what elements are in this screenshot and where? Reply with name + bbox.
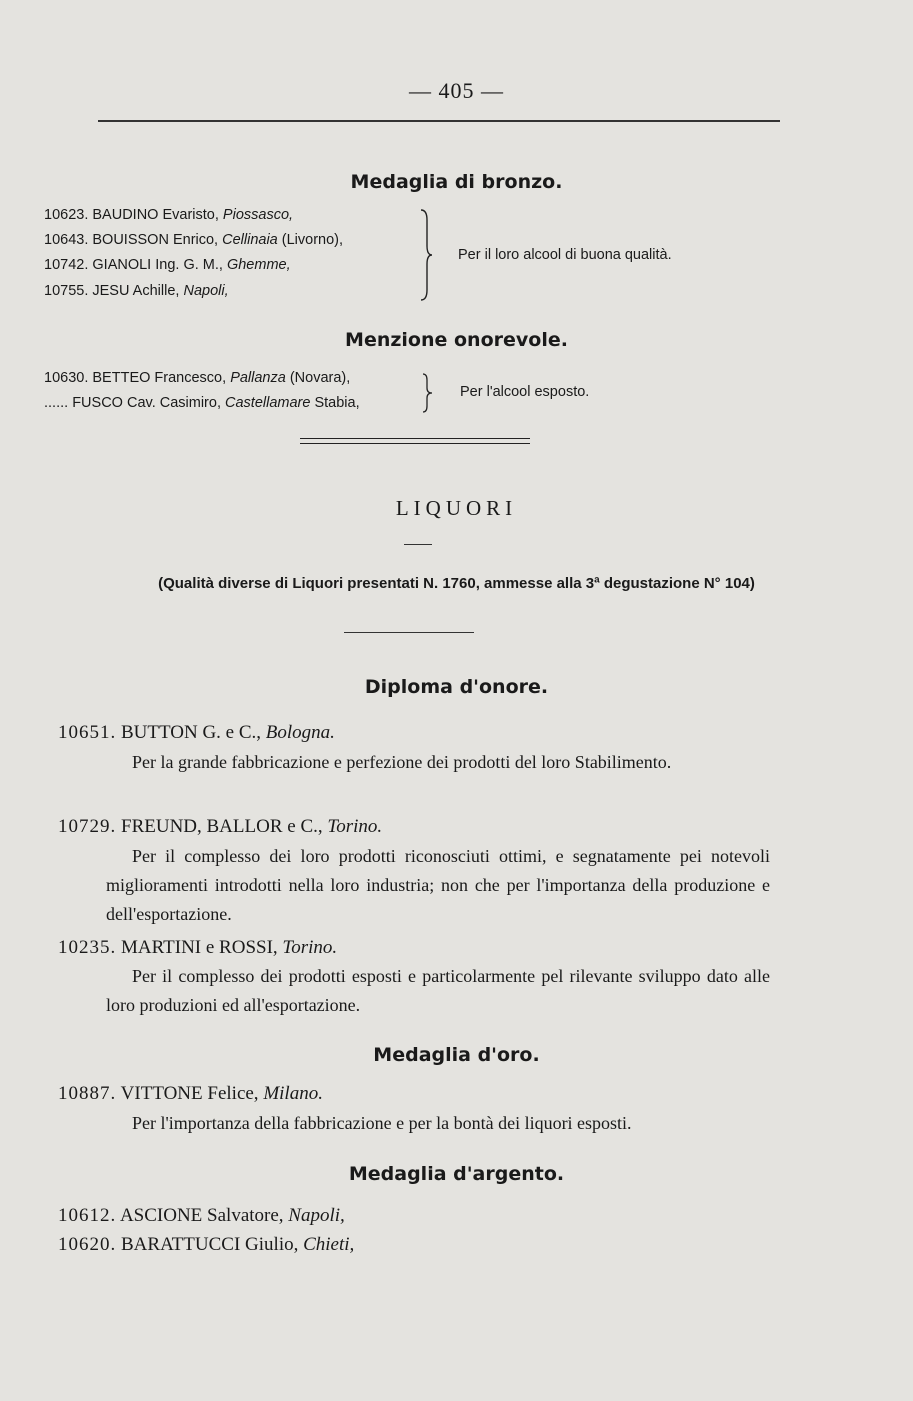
entry-number: 10623. (44, 207, 89, 223)
entry-place: Piossasco, (222, 207, 294, 223)
entry-name: ASCIONE Salvatore, (119, 1205, 284, 1226)
award-entry (58, 722, 335, 744)
entry-name: BAUDINO Evaristo, (92, 207, 219, 223)
entry-number: 10651. (58, 722, 117, 743)
entry-place: Chieti, (303, 1234, 355, 1255)
entry-number: 10612. (58, 1205, 117, 1226)
entry-name: JESU Achille, (92, 283, 180, 299)
entry-number: 10620. (58, 1234, 117, 1255)
bronze-entry (44, 232, 343, 248)
entry-place: Castellamare (225, 395, 311, 411)
entry-number: 10887. (58, 1083, 117, 1104)
right-brace-icon (420, 372, 434, 414)
entry-extra: (Livorno), (281, 232, 344, 248)
entry-number: 10729. (58, 816, 117, 837)
entry-place: Napoli, (288, 1205, 345, 1226)
entry-name: BUTTON G. e C., (121, 722, 262, 743)
award-entry (58, 816, 382, 838)
bronze-note: Per il loro alcool di buona qualità. (458, 247, 672, 263)
short-rule (404, 544, 432, 545)
entry-number: 10235. (58, 937, 117, 958)
entry-number: 10630. (44, 370, 89, 386)
short-rule (344, 632, 474, 633)
award-entry (58, 1083, 323, 1105)
entry-number: ...... (44, 395, 69, 411)
award-entry (58, 937, 337, 959)
entry-name: GIANOLI Ing. G. M., (92, 257, 223, 273)
menzione-entry (44, 370, 350, 386)
entry-name: BETTEO Francesco, (92, 370, 227, 386)
entry-name: BOUISSON Enrico, (92, 232, 219, 248)
entry-place: Torino. (282, 937, 338, 958)
entry-description: Per l'importanza della fabbricazione e per la bontà dei liquori esposti. (132, 1113, 632, 1133)
award-entry (58, 1205, 345, 1227)
entry-place: Torino. (327, 816, 383, 837)
section-title-oro: Medaglia d'oro. (373, 1044, 540, 1066)
entry-number: 10742. (44, 257, 89, 273)
category-summary: (Qualità diverse di Liquori presentati N. 1760, ammesse alla 3ª degustazione N° 104) (158, 575, 755, 592)
bronze-entry (44, 283, 229, 299)
double-rule (300, 438, 530, 444)
entry-place: Cellinaia (222, 232, 278, 248)
entry-name: FUSCO Cav. Casimiro, (72, 395, 221, 411)
entry-extra: (Novara), (289, 370, 351, 386)
bronze-entry (44, 257, 291, 273)
menzione-note: Per l'alcool esposto. (460, 384, 590, 400)
section-title-bronze: Medaglia di bronzo. (350, 171, 563, 193)
section-title-diploma: Diploma d'onore. (364, 676, 549, 698)
page-number: — 405 — (409, 78, 504, 103)
entry-place: Milano. (263, 1083, 323, 1104)
section-title-menzione: Menzione onorevole. (345, 329, 568, 351)
entry-extra: Stabia, (314, 395, 360, 411)
entry-place: Pallanza (230, 370, 286, 386)
award-entry (58, 1234, 354, 1256)
right-brace-icon (418, 208, 434, 302)
category-heading: LIQUORI (395, 496, 518, 520)
entry-name: MARTINI e ROSSI, (121, 937, 278, 958)
entry-number: 10755. (44, 283, 89, 299)
entry-name: FREUND, BALLOR e C., (121, 816, 323, 837)
section-title-argento: Medaglia d'argento. (348, 1163, 565, 1185)
entry-description: Per la grande fabbricazione e perfezione dei prodotti del loro Stabilimento. (132, 752, 672, 772)
entry-description: Per il complesso dei loro prodotti riconosciuti ottimi, e segnatamente pei notevoli miglioramenti introdotti nella loro industria; non che per l'importanza della produzione e dell'esportazione. (106, 846, 770, 924)
entry-place: Napoli, (183, 283, 229, 299)
entry-name: BARATTUCCI Giulio, (121, 1234, 299, 1255)
entry-number: 10643. (44, 232, 89, 248)
menzione-entry (44, 395, 360, 411)
entry-place: Bologna. (265, 722, 335, 743)
top-rule (98, 120, 780, 122)
entry-place: Ghemme, (226, 257, 291, 273)
bronze-entry (44, 207, 293, 223)
entry-name: VITTONE Felice, (120, 1083, 259, 1104)
entry-description: Per il complesso dei prodotti esposti e particolarmente pel rilevante sviluppo dato alle loro produzioni ed all'esportazione. (106, 966, 770, 1015)
